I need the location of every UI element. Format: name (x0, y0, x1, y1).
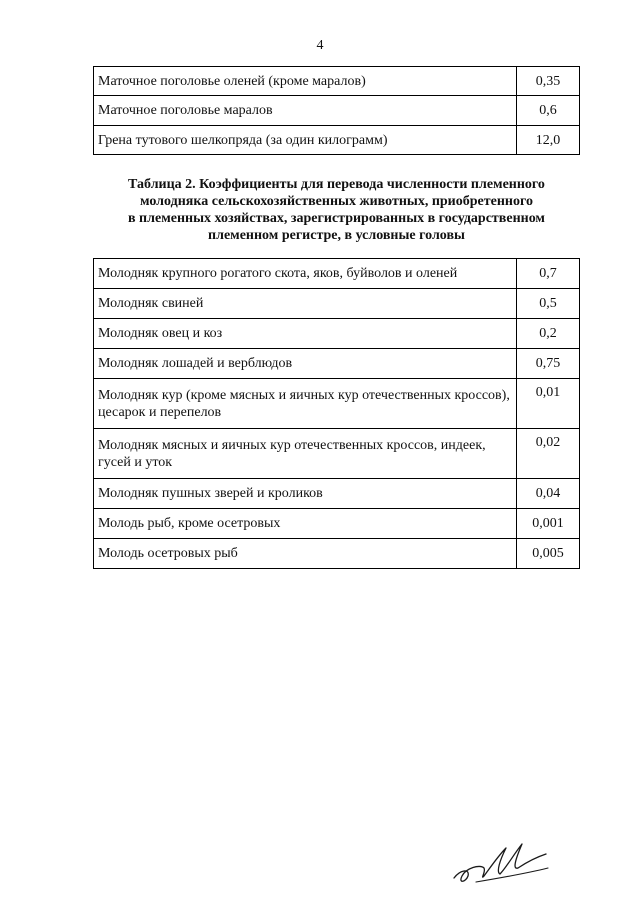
row-value: 0,35 (517, 67, 580, 96)
row-value: 0,01 (517, 379, 580, 429)
table-2-title (93, 176, 580, 244)
title-line: молодняка сельскохозяйственных животных, приобретенного (140, 194, 533, 209)
row-value: 0,2 (517, 319, 580, 349)
row-name: Молодняк пушных зверей и кроликов (94, 479, 517, 509)
row-name: Молодь осетровых рыб (94, 539, 517, 569)
row-name: Молодняк овец и коз (94, 319, 517, 349)
row-name: Маточное поголовье оленей (кроме маралов) (94, 67, 517, 96)
table-row (94, 539, 580, 569)
row-name: Молодняк лошадей и верблюдов (94, 349, 517, 379)
title-line: Таблица 2. Коэффициенты для перевода численности племенного (128, 177, 545, 192)
page-number: 4 (316, 38, 324, 53)
row-name: Маточное поголовье маралов (94, 96, 517, 126)
table-row (94, 289, 580, 319)
row-value: 0,75 (517, 349, 580, 379)
table-row (94, 429, 580, 479)
row-name: Молодь рыб, кроме осетровых (94, 509, 517, 539)
table-row (94, 259, 580, 289)
row-value: 0,005 (517, 539, 580, 569)
row-value: 0,6 (517, 96, 580, 126)
title-line: племенном регистре, в условные головы (208, 228, 465, 243)
row-name: Молодняк крупного рогатого скота, яков, буйволов и оленей (94, 259, 517, 289)
handwritten-signature (450, 838, 550, 890)
coefficients-table-2 (93, 258, 580, 569)
table-row (94, 126, 580, 155)
table-row (94, 379, 580, 429)
table-row (94, 96, 580, 126)
row-value: 0,7 (517, 259, 580, 289)
row-value: 0,04 (517, 479, 580, 509)
row-value: 0,02 (517, 429, 580, 479)
row-name: Грена тутового шелкопряда (за один килограмм) (94, 126, 517, 155)
table-row (94, 67, 580, 96)
row-value: 0,5 (517, 289, 580, 319)
table-row (94, 479, 580, 509)
table-row (94, 319, 580, 349)
coefficients-table-1 (93, 66, 580, 155)
row-value: 0,001 (517, 509, 580, 539)
table-row (94, 509, 580, 539)
row-name: Молодняк мясных и яичных кур отечественных кроссов, индеек, гусей и уток (94, 429, 517, 479)
table-row (94, 349, 580, 379)
row-name: Молодняк кур (кроме мясных и яичных кур отечественных кроссов), цесарок и перепелов (94, 379, 517, 429)
row-name: Молодняк свиней (94, 289, 517, 319)
title-line: в племенных хозяйствах, зарегистрированных в государственном (128, 211, 545, 226)
row-value: 12,0 (517, 126, 580, 155)
